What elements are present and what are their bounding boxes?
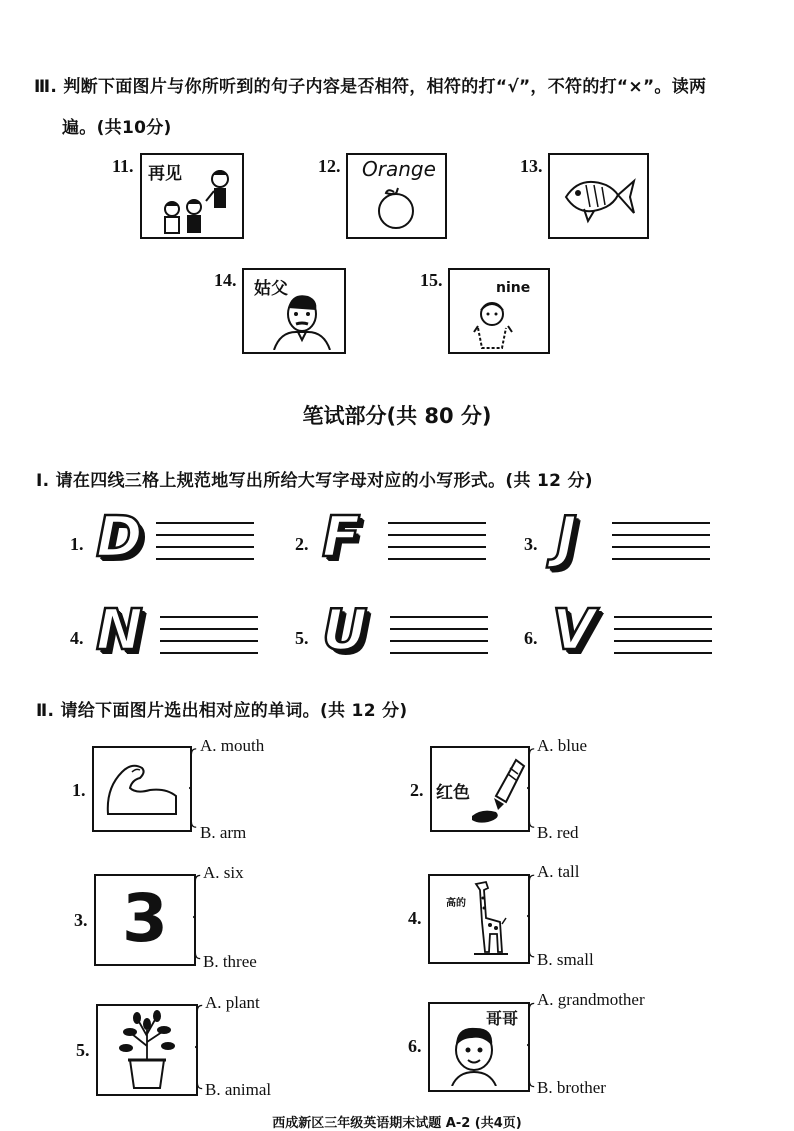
picture-caption: 再见: [148, 164, 182, 184]
paint-tube-icon: [472, 752, 526, 826]
listening-item-number: 13.: [520, 156, 543, 176]
capital-letter: D: [96, 505, 143, 570]
letter-item-number: 5.: [295, 628, 309, 648]
orange-fruit-icon: [374, 185, 418, 231]
option-a[interactable]: A. mouth: [200, 736, 265, 755]
option-a[interactable]: A. plant: [205, 993, 260, 1012]
listening-item-number: 15.: [420, 270, 443, 290]
choice-picture-4: [428, 874, 530, 964]
picture-caption: Orange: [362, 157, 436, 181]
giraffe-icon: [470, 878, 510, 958]
capital-letter: U: [322, 598, 368, 663]
listening-item-number: 11.: [112, 156, 134, 176]
option-b[interactable]: B. arm: [200, 823, 247, 842]
choice-item-number: 1.: [72, 780, 86, 800]
uncle-man-icon: [268, 288, 338, 350]
choice-item-number: 2.: [410, 780, 424, 800]
listening-picture-13: [548, 153, 649, 239]
written-section-heading: 笔试部分(共 80 分): [302, 404, 492, 428]
option-b[interactable]: B. animal: [205, 1080, 272, 1099]
choice-picture-5: [96, 1004, 198, 1096]
option-b[interactable]: B. red: [537, 823, 579, 842]
letter-item-number: 2.: [295, 534, 309, 554]
option-a[interactable]: A. grandmother: [537, 990, 645, 1009]
part1-instruction: Ⅰ. 请在四线三格上规范地写出所给大写字母对应的小写形式。(共 12 分): [36, 471, 593, 491]
picture-caption: 高的: [446, 898, 466, 909]
choice-picture-3: [94, 874, 196, 966]
option-brace: [193, 864, 201, 970]
picture-caption: 哥哥: [486, 1009, 519, 1028]
picture-caption: nine: [496, 280, 531, 296]
option-b[interactable]: B. small: [537, 950, 594, 969]
letter-item-number: 1.: [70, 534, 84, 554]
choice-item-number: 4.: [408, 908, 422, 928]
writing-lines[interactable]: [156, 522, 254, 560]
writing-lines[interactable]: [614, 616, 712, 654]
writing-lines[interactable]: [612, 522, 710, 560]
listening-picture-14: [242, 268, 346, 354]
letter-item-number: 4.: [70, 628, 84, 648]
writing-lines[interactable]: [160, 616, 258, 654]
number-three-icon: 3: [122, 880, 168, 957]
capital-letter: J: [556, 505, 577, 570]
option-brace: [189, 738, 197, 838]
option-a[interactable]: A. six: [203, 863, 244, 882]
capital-letter: F: [322, 505, 361, 570]
fish-icon: [560, 167, 638, 225]
choice-picture-1: [92, 746, 192, 832]
option-brace: [527, 864, 535, 968]
listening-instruction-line1: Ⅲ. 判断下面图片与你所听到的句子内容是否相符，相符的打“√”，不符的打“×”。读两: [34, 77, 707, 97]
listening-picture-15: [448, 268, 550, 354]
option-b[interactable]: B. brother: [537, 1078, 606, 1097]
listening-picture-12: [346, 153, 447, 239]
letter-item-number: 6.: [524, 628, 538, 648]
listening-item-number: 14.: [214, 270, 237, 290]
choice-picture-2: [430, 746, 530, 832]
listening-instruction-line2: 遍。(共10分): [62, 118, 172, 138]
option-brace: [527, 992, 535, 1098]
writing-lines[interactable]: [390, 616, 488, 654]
capital-letter: V: [552, 598, 596, 663]
option-b[interactable]: B. three: [203, 952, 257, 971]
capital-letter: N: [96, 598, 143, 663]
part2-instruction: Ⅱ. 请给下面图片选出相对应的单词。(共 12 分): [36, 701, 408, 721]
picture-caption: 红色: [436, 783, 470, 803]
option-a[interactable]: A. blue: [537, 736, 588, 755]
arm-icon: [102, 758, 182, 820]
potted-plant-icon: [116, 1010, 178, 1090]
listening-picture-11: [140, 153, 244, 239]
option-brace: [527, 738, 535, 838]
choice-picture-6: [428, 1002, 530, 1092]
writing-lines[interactable]: [388, 522, 486, 560]
choice-item-number: 3.: [74, 910, 88, 930]
listening-item-number: 12.: [318, 156, 341, 176]
option-a[interactable]: A. tall: [537, 862, 580, 881]
option-brace: [195, 994, 203, 1100]
picture-caption: 姑父: [254, 279, 288, 299]
girl-nine-icon: [468, 296, 518, 350]
boy-icon: [444, 1020, 508, 1086]
goodbye-people-icon: [150, 161, 236, 235]
choice-item-number: 6.: [408, 1036, 422, 1056]
choice-item-number: 5.: [76, 1040, 90, 1060]
page-footer: 西成新区三年级英语期末试题 A-2 (共4页): [272, 1116, 522, 1131]
letter-item-number: 3.: [524, 534, 538, 554]
